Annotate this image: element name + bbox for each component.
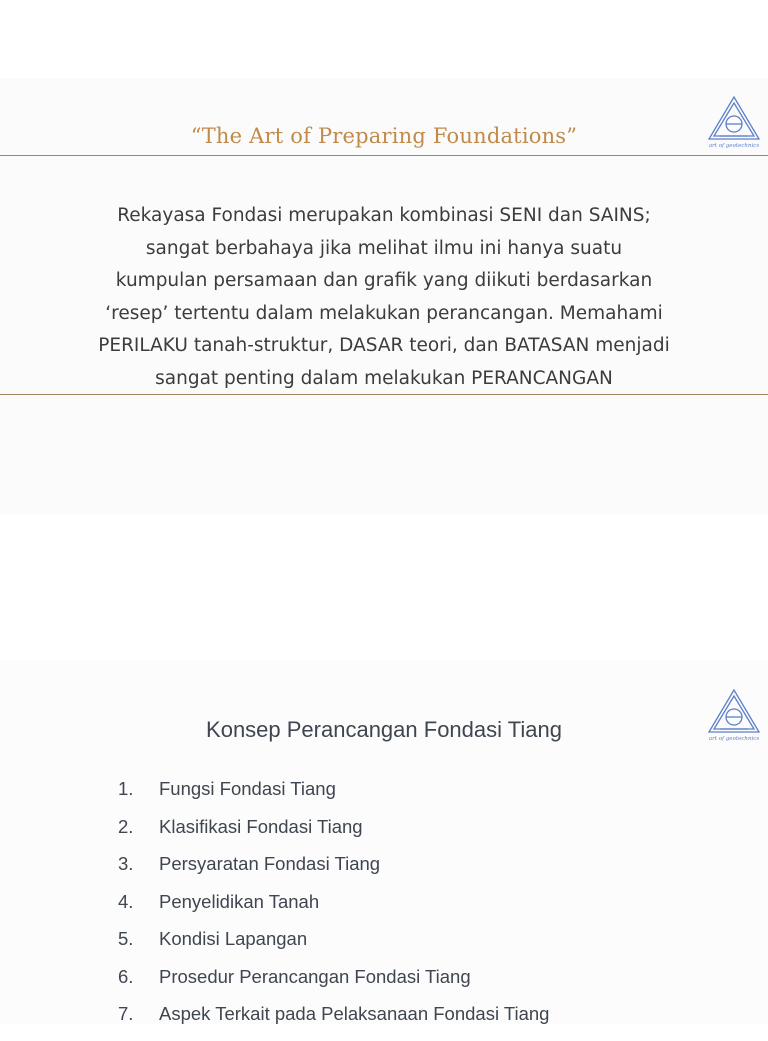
list-item xyxy=(118,853,549,891)
item-number: 5. xyxy=(118,928,134,949)
slide-1-title: “The Art of Preparing Foundations” xyxy=(190,124,578,148)
item-label: Fungsi Fondasi Tiang xyxy=(159,778,336,799)
slide-2-title: Konsep Perancangan Fondasi Tiang xyxy=(206,717,562,742)
list-item xyxy=(118,778,549,816)
body-line: sangat penting dalam melakukan PERANCANGAN xyxy=(155,367,613,389)
item-number: 1. xyxy=(118,778,134,799)
body-line: ‘resep’ tertentu dalam melakukan perancangan. Memahami xyxy=(105,302,663,324)
body-line: sangat berbahaya jika melihat ilmu ini hanya suatu xyxy=(145,237,623,259)
list-item xyxy=(118,816,549,854)
topic-list xyxy=(118,778,549,1041)
list-item xyxy=(118,966,549,1004)
item-number: 7. xyxy=(118,1003,134,1024)
item-number: 4. xyxy=(118,890,134,912)
item-label: Prosedur Perancangan Fondasi Tiang xyxy=(159,965,471,987)
list-item xyxy=(118,928,549,966)
item-label: Kondisi Lapangan xyxy=(159,928,308,949)
item-number: 2. xyxy=(118,815,134,837)
body-line: Rekayasa Fondasi merupakan kombinasi SENI dan SAINS; xyxy=(117,205,651,226)
logo-graphic xyxy=(705,94,763,150)
body-line: PERILAKU tanah-struktur, DASAR teori, dan BATASAN menjadi xyxy=(98,335,670,356)
item-label: Persyaratan Fondasi Tiang xyxy=(159,853,381,874)
logo-text: art of geotechnics xyxy=(708,143,760,149)
body-divider xyxy=(0,394,768,395)
item-number: 6. xyxy=(118,965,134,987)
item-label: Aspek Terkait pada Pelaksanaan Fondasi Tiang xyxy=(159,1003,550,1024)
list-item xyxy=(118,1003,549,1041)
list-item xyxy=(118,891,549,929)
slide-1-body xyxy=(40,200,728,395)
logo-text: art of geotechnics xyxy=(708,736,760,742)
title-divider xyxy=(0,155,768,156)
logo-icon xyxy=(705,94,763,150)
item-label: Penyelidikan Tanah xyxy=(159,890,320,912)
body-line: kumpulan persamaan dan grafik yang diikuti berdasarkan xyxy=(115,270,653,291)
item-label: Klasifikasi Fondasi Tiang xyxy=(159,815,363,837)
item-number: 3. xyxy=(118,853,134,874)
